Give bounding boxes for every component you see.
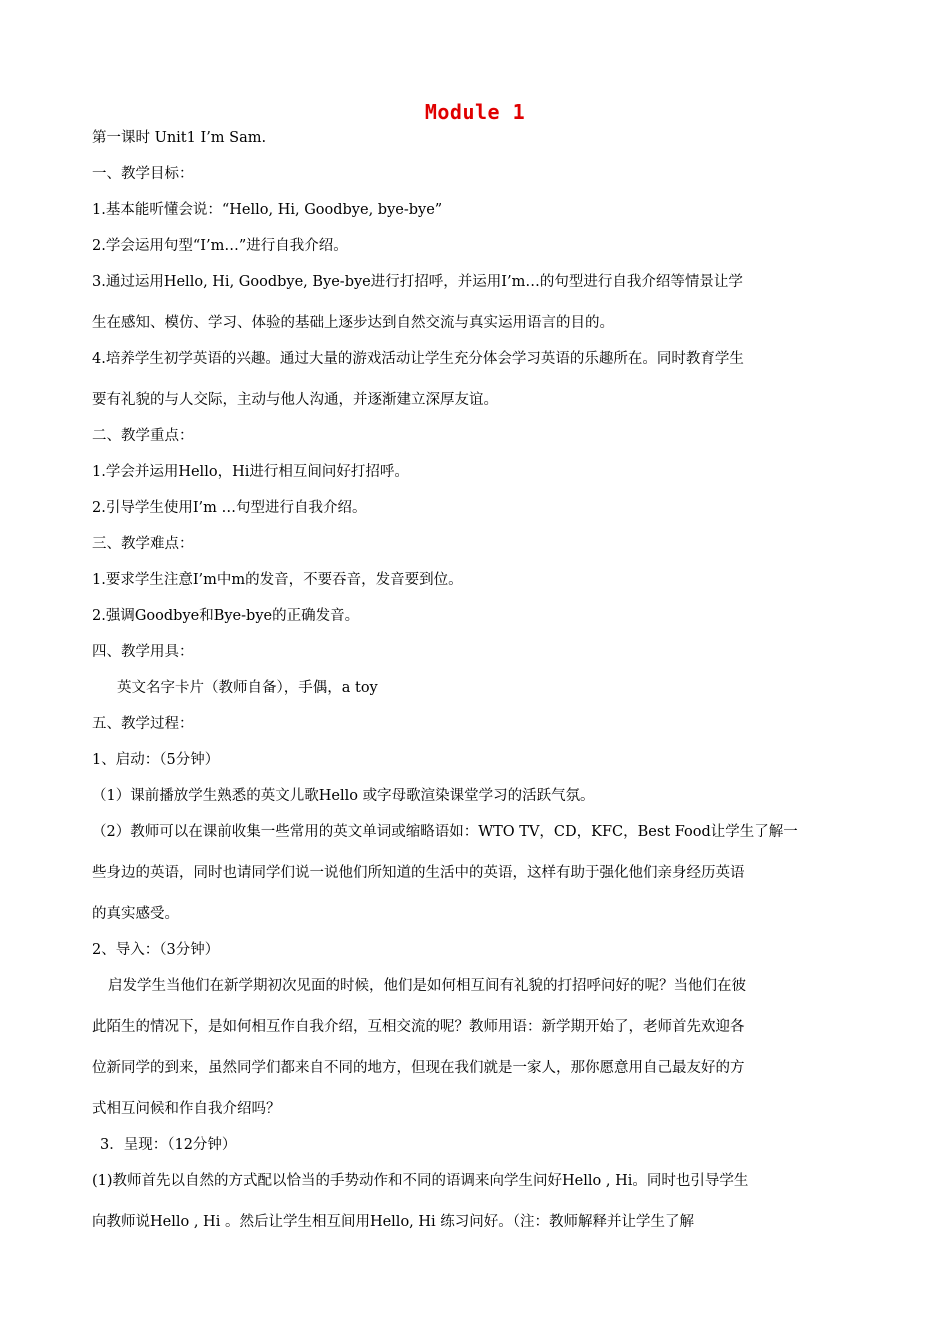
step-2-para-line-2: 此陌生的情况下，是如何相互作自我介绍，互相交流的呢？教师用语：新学期开始了，老师首先欢迎各 bbox=[92, 1019, 745, 1035]
section-heading-procedure: 五、教学过程： bbox=[92, 716, 194, 732]
step-2-para-line-4: 式相互问候和作自我介绍吗？ bbox=[92, 1101, 281, 1117]
objective-3-line-2: 生在感知、模仿、学习、体验的基础上逐步达到自然交流与真实运用语言的目的。 bbox=[92, 315, 614, 331]
objective-3-line-1: 3.通过运用Hello, Hi, Goodbye, Bye-bye进行打招呼，并运用I’m…的句型进行自我介绍等情景让学 bbox=[92, 274, 743, 290]
key-point-2: 2.引导学生使用I’m …句型进行自我介绍。 bbox=[92, 500, 367, 516]
step-1-heading: 1、启动：（5分钟） bbox=[92, 752, 220, 768]
objective-4-line-2: 要有礼貌的与人交际，主动与他人沟通，并逐渐建立深厚友谊。 bbox=[92, 392, 498, 408]
step-1-item-2-line-1: （2）教师可以在课前收集一些常用的英文单词或缩略语如：WTO TV，CD，KFC，Best Food让学生了解一 bbox=[92, 824, 798, 840]
section-heading-difficulties: 三、教学难点： bbox=[92, 536, 194, 552]
step-1-item-1: （1）课前播放学生熟悉的英文儿歌Hello 或字母歌渲染课堂学习的活跃气氛。 bbox=[92, 788, 595, 804]
step-2-heading: 2、导入：（3分钟） bbox=[92, 942, 220, 958]
objective-1: 1.基本能听懂会说：“Hello, Hi, Goodbye, bye-bye” bbox=[92, 202, 443, 218]
section-heading-objectives: 一、教学目标： bbox=[92, 166, 194, 182]
step-3-heading: 3．呈现：（12分钟） bbox=[100, 1137, 237, 1153]
step-1-item-2-line-3: 的真实感受。 bbox=[92, 906, 179, 922]
step-1-item-2-line-2: 些身边的英语，同时也请同学们说一说他们所知道的生活中的英语，这样有助于强化他们亲身经历英语 bbox=[92, 865, 745, 881]
step-3-item-1-line-1: (1)教师首先以自然的方式配以恰当的手势动作和不同的语调来向学生问好Hello , Hi。同时也引导学生 bbox=[92, 1173, 749, 1189]
document-title: Module 1 bbox=[424, 100, 526, 124]
difficulty-2: 2.强调Goodbye和Bye-bye的正确发音。 bbox=[92, 608, 360, 624]
objective-2: 2.学会运用句型“I’m…”进行自我介绍。 bbox=[92, 238, 348, 254]
objective-4-line-1: 4.培养学生初学英语的兴趣。通过大量的游戏活动让学生充分体会学习英语的乐趣所在。同时教育学生 bbox=[92, 351, 744, 367]
key-point-1: 1.学会并运用Hello，Hi进行相互间问好打招呼。 bbox=[92, 464, 409, 480]
step-2-para-line-1: 启发学生当他们在新学期初次见面的时候，他们是如何相互间有礼貌的打招呼问好的呢？当他们在彼 bbox=[108, 978, 746, 994]
step-3-item-1-line-2: 向教师说Hello , Hi 。然后让学生相互间用Hello, Hi 练习问好。（注：教师解释并让学生了解 bbox=[92, 1214, 695, 1230]
section-heading-materials: 四、教学用具： bbox=[92, 644, 194, 660]
section-heading-key-points: 二、教学重点： bbox=[92, 428, 194, 444]
lesson-heading: 第一课时 Unit1 I’m Sam. bbox=[92, 130, 267, 146]
materials-list: 英文名字卡片（教师自备），手偶，a toy bbox=[117, 680, 378, 696]
difficulty-1: 1.要求学生注意I’m中m的发音，不要吞音，发音要到位。 bbox=[92, 572, 463, 588]
step-2-para-line-3: 位新同学的到来，虽然同学们都来自不同的地方，但现在我们就是一家人，那你愿意用自己最友好的方 bbox=[92, 1060, 745, 1076]
